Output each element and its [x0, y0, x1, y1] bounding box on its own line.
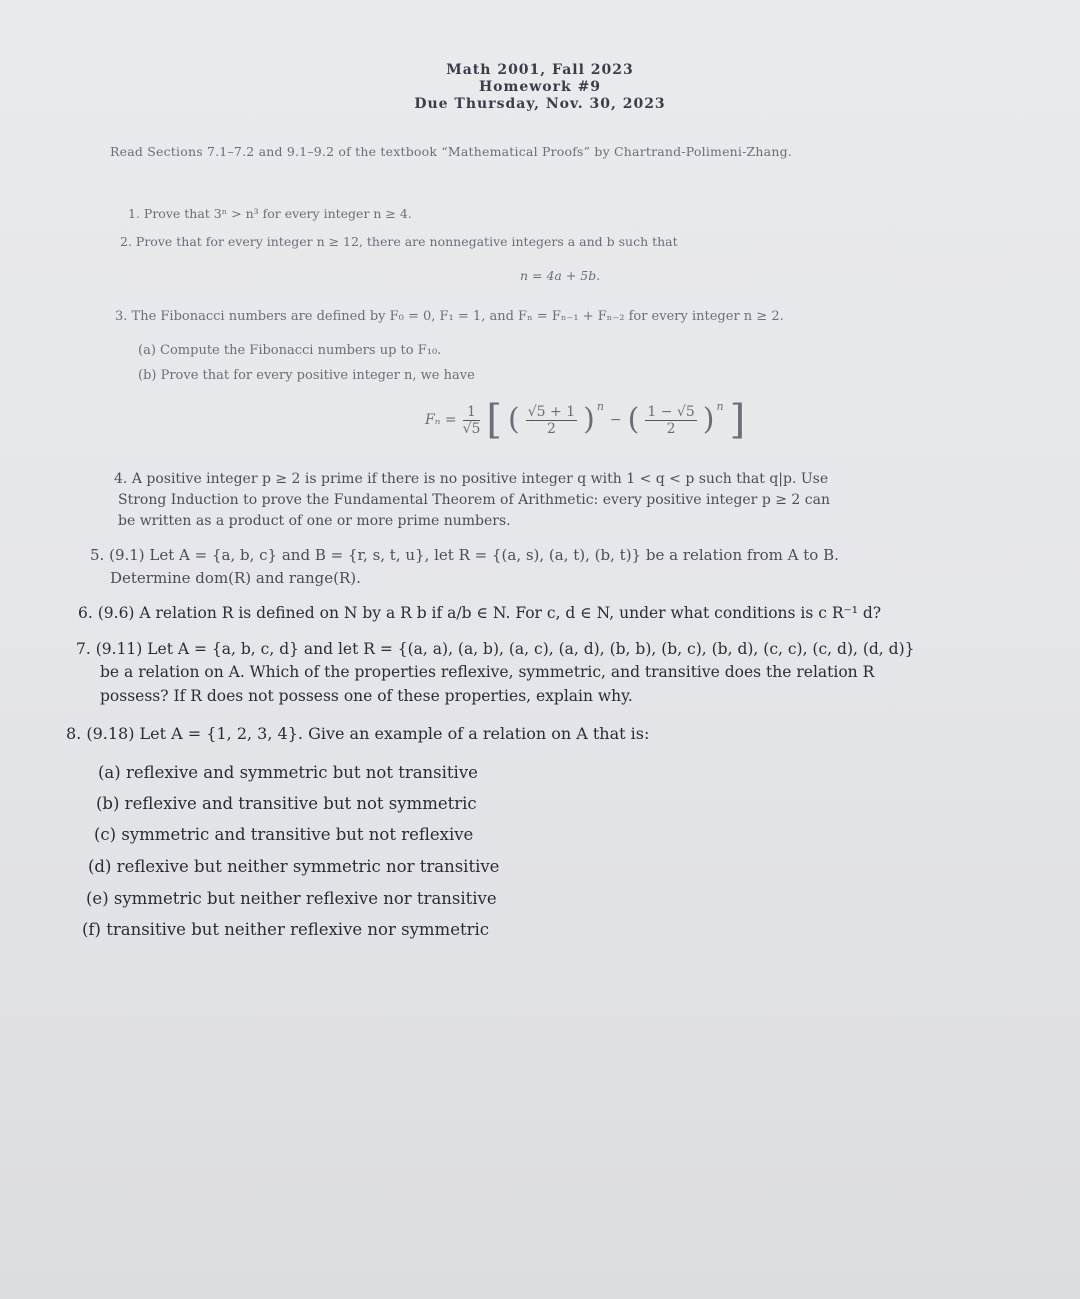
- term1-fraction: [526, 404, 577, 437]
- problem-8-text: (9.18) Let A = {1, 2, 3, 4}. Give an example of a relation on A that is:: [86, 724, 650, 743]
- problem-4-number: 4.: [114, 471, 128, 487]
- problem-6-text: (9.6) A relation R is defined on N by a R b if a/b ∈ N. For c, d ∈ N, under what conditions is c R⁻¹ d?: [97, 604, 882, 622]
- problem-3-text: The Fibonacci numbers are defined by F₀ = 0, F₁ = 1, and Fₙ = Fₙ₋₁ + Fₙ₋₂ for every integer n ≥ 2.: [131, 309, 784, 324]
- problem-2: [120, 234, 678, 249]
- problem-8c: (c) symmetric and transitive but not reflexive: [94, 825, 474, 844]
- problem-3-number: 3.: [115, 309, 128, 324]
- problem-1-number: 1.: [128, 206, 140, 221]
- prefactor-numerator: 1: [463, 404, 481, 421]
- problem-3: [115, 309, 784, 324]
- due-date: Due Thursday, Nov. 30, 2023: [414, 96, 666, 112]
- problem-4-text-1: A positive integer p ≥ 2 is prime if there is no positive integer q with 1 < q < p such that q|p. Use: [131, 471, 829, 487]
- problem-8d: (d) reflexive but neither symmetric nor transitive: [88, 857, 500, 876]
- formula-prefactor: [463, 404, 481, 437]
- left-bracket: [: [486, 397, 503, 443]
- problem-5-text-1: (9.1) Let A = {a, b, c} and B = {r, s, t, u}, let R = {(a, s), (a, t), (b, t)} be a relation from A to B.: [109, 546, 839, 564]
- problem-7-line-3: possess? If R does not possess one of these properties, explain why.: [100, 687, 633, 705]
- problem-2-number: 2.: [120, 234, 132, 249]
- course-title: Math 2001, Fall 2023: [446, 62, 634, 78]
- problem-3b: (b) Prove that for every positive integer n, we have: [138, 368, 475, 383]
- problem-6-number: 6.: [78, 604, 93, 622]
- problem-8f: (f) transitive but neither reflexive nor symmetric: [82, 920, 489, 939]
- term2-fraction: [645, 404, 696, 437]
- problem-4-line-2: Strong Induction to prove the Fundamental Theorem of Arithmetic: every positive integer p ≥ 2 can: [118, 492, 830, 508]
- term2-numerator: 1 − √5: [647, 403, 695, 420]
- problem-7-line-1: [76, 640, 915, 658]
- right-bracket: ]: [729, 397, 746, 443]
- term1-numerator: √5 + 1: [527, 403, 576, 420]
- problem-5-line-1: [90, 546, 839, 564]
- left-paren-2: (: [627, 402, 640, 437]
- problem-5-line-2: Determine dom(R) and range(R).: [110, 569, 361, 587]
- problem-7-text-1: (9.11) Let A = {a, b, c, d} and let R = {(a, a), (a, b), (a, c), (a, d), (b, b), (b, c), (b, d), (c, c), (c, d), (d, d)}: [95, 640, 915, 658]
- right-paren-2: ): [702, 402, 715, 437]
- problem-8: [66, 724, 649, 743]
- problem-1: [128, 206, 412, 221]
- binet-formula: [425, 397, 746, 443]
- problem-8a: (a) reflexive and symmetric but not transitive: [98, 763, 478, 782]
- right-paren-1: ): [583, 402, 595, 437]
- term2-exponent: n: [716, 400, 724, 413]
- term1-exponent: n: [596, 400, 604, 413]
- problem-4-line-1: [114, 471, 828, 487]
- problem-7-line-2: be a relation on A. Which of the properties reflexive, symmetric, and transitive does the relation R: [100, 663, 875, 681]
- homework-number: Homework #9: [478, 79, 602, 95]
- term2-denominator: 2: [666, 420, 676, 437]
- problem-7-number: 7.: [76, 640, 91, 658]
- problem-8b: (b) reflexive and transitive but not symmetric: [96, 794, 477, 813]
- problem-3a: (a) Compute the Fibonacci numbers up to F₁₀.: [138, 343, 442, 358]
- term1-denominator: 2: [546, 420, 556, 437]
- problem-2-formula: n = 4a + 5b.: [520, 268, 601, 283]
- problem-5-number: 5.: [90, 546, 105, 564]
- formula-minus: −: [609, 412, 622, 428]
- problem-8e: (e) symmetric but neither reflexive nor transitive: [86, 889, 497, 908]
- problem-1-text: Prove that 3ⁿ > n³ for every integer n ≥ 4.: [143, 206, 412, 221]
- homework-header: [0, 62, 1080, 113]
- reading-assignment: Read Sections 7.1–7.2 and 9.1–9.2 of the textbook “Mathematical Proofs” by Chartrand-Polimeni-Zhang.: [110, 144, 792, 159]
- prefactor-denominator: √5: [462, 420, 481, 437]
- problem-4-line-3: be written as a product of one or more prime numbers.: [118, 513, 511, 529]
- problem-2-text: Prove that for every integer n ≥ 12, there are nonnegative integers a and b such that: [135, 234, 678, 249]
- formula-lhs: Fₙ =: [425, 412, 457, 428]
- problem-6: [78, 604, 881, 622]
- problem-8-number: 8.: [66, 724, 82, 743]
- left-paren-1: (: [508, 402, 520, 437]
